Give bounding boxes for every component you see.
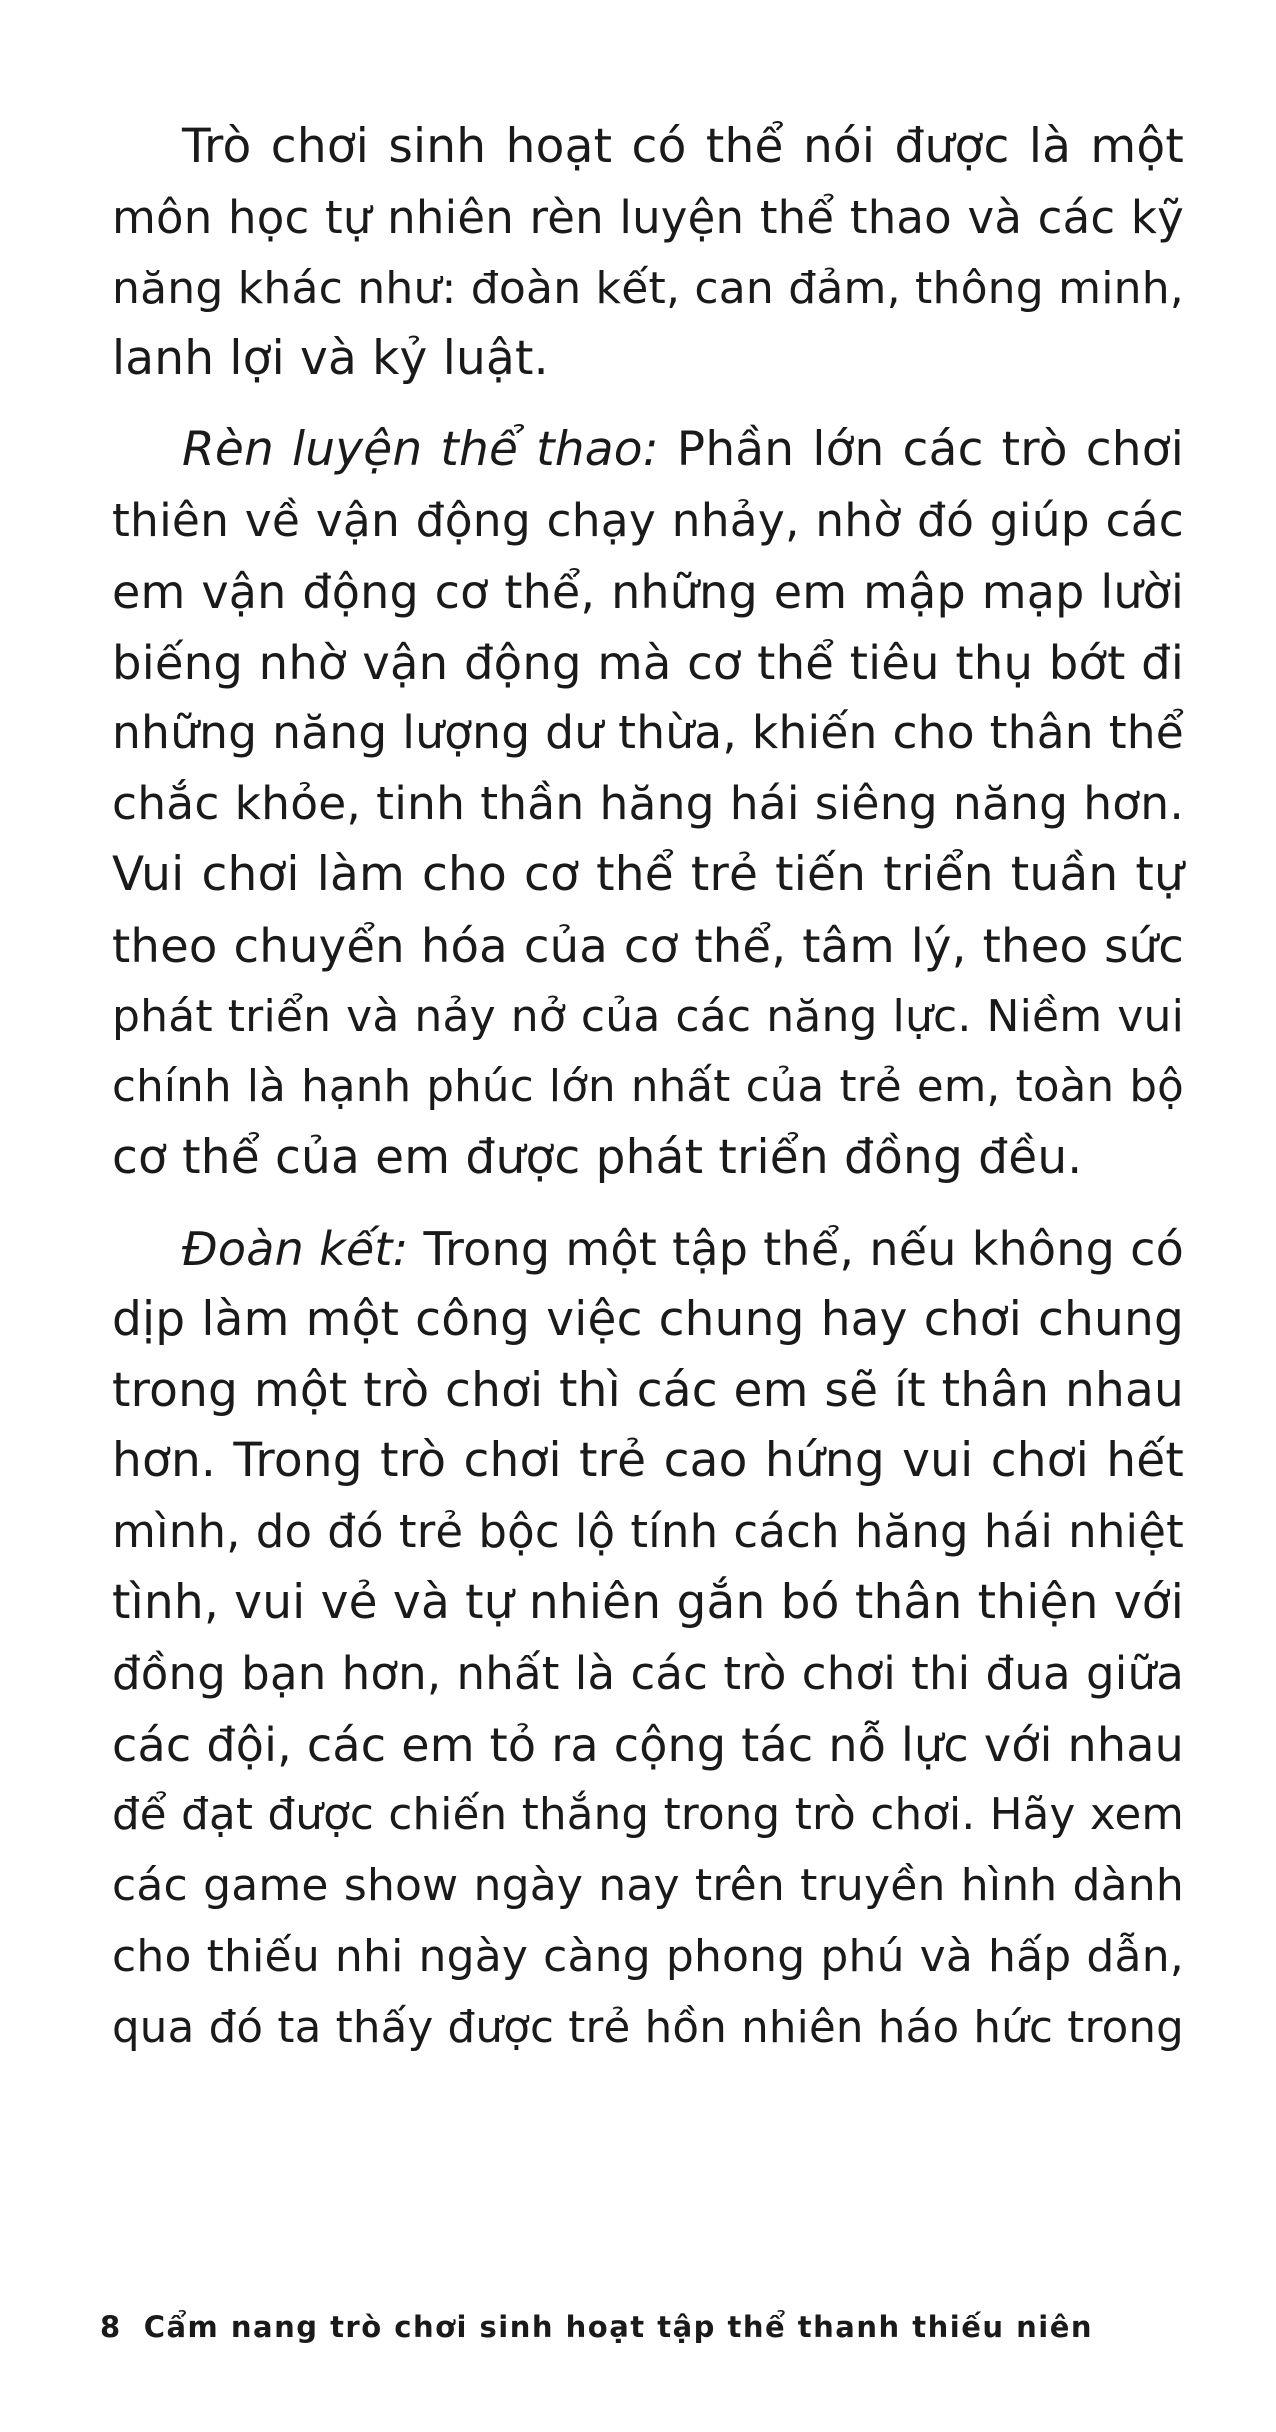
- text-line: đồng bạn hơn, nhất là các trò chơi thi đua giữa: [112, 1646, 1184, 1700]
- text-line: trong một trò chơi thì các em sẽ ít thân nhau: [112, 1362, 1184, 1418]
- text-line: [112, 1214, 1184, 1285]
- page-number: 8: [100, 2310, 122, 2344]
- text-line: để đạt được chiến thắng trong trò chơi. Hãy xem: [112, 1790, 1184, 1841]
- paragraph-physical-training: [112, 415, 1184, 1194]
- text-line: tình, vui vẻ và tự nhiên gắn bó thân thiện với: [112, 1574, 1184, 1630]
- text-line: dịp làm một công việc chung hay chơi chung: [112, 1291, 1184, 1347]
- paragraph-intro: [112, 112, 1184, 395]
- text-line: các đội, các em tỏ ra cộng tác nỗ lực với nhau: [112, 1717, 1184, 1772]
- running-title: Cẩm nang trò chơi sinh hoạt tập thể thanh thiếu niên: [143, 2310, 1094, 2344]
- text-line: mình, do đó trẻ bộc lộ tính cách hăng hái nhiệt: [112, 1505, 1184, 1559]
- text-line: theo chuyển hóa của cơ thể, tâm lý, theo sức: [112, 918, 1184, 973]
- text-line: cho thiếu nhi ngày càng phong phú và hấp dẫn,: [112, 1930, 1184, 1982]
- text-line: Vui chơi làm cho cơ thể trẻ tiến triển tuần tự: [112, 846, 1184, 902]
- paragraph-solidarity: [112, 1214, 1184, 2064]
- text-line: cơ thể của em được phát triển đồng đều.: [112, 1130, 1083, 1186]
- text-line: [112, 415, 1184, 486]
- page-footer: [100, 2310, 1100, 2344]
- text-line: chính là hạnh phúc lớn nhất của trẻ em, toàn bộ: [112, 1062, 1184, 1113]
- text-line: các game show ngày nay trên truyền hình dành: [112, 1860, 1184, 1912]
- text-line: phát triển và nảy nở của các năng lực. Niềm vui: [112, 990, 1184, 1042]
- text-line: biếng nhờ vận động mà cơ thể tiêu thụ bớt đi: [112, 635, 1184, 690]
- text-line: em vận động cơ thể, những em mập mạp lười: [112, 564, 1184, 619]
- body-text: [112, 112, 1184, 2084]
- text-line: lanh lợi và kỷ luật.: [112, 331, 549, 387]
- text-line: qua đó ta thấy được trẻ hồn nhiên háo hức trong: [112, 2002, 1184, 2053]
- paragraph-lead: Đoàn kết:: [182, 1221, 409, 1276]
- text-line-rest: Trong một tập thể, nếu không có: [408, 1221, 1184, 1276]
- text-line: chắc khỏe, tinh thần hăng hái siêng năng hơn.: [112, 777, 1184, 831]
- text-line: môn học tự nhiên rèn luyện thể thao và các kỹ: [112, 190, 1184, 244]
- text-line: Trò chơi sinh hoạt có thể nói được là một: [182, 119, 1184, 174]
- paragraph-lead: Rèn luyện thể thao:: [182, 422, 659, 478]
- text-line: thiên về vận động chạy nhảy, nhờ đó giúp các: [112, 493, 1184, 547]
- text-line: những năng lượng dư thừa, khiến cho thân thể: [112, 706, 1184, 760]
- text-line: hơn. Trong trò chơi trẻ cao hứng vui chơi hết: [112, 1433, 1184, 1489]
- text-line: năng khác như: đoàn kết, can đảm, thông minh,: [112, 262, 1184, 314]
- text-line-rest: Phần lớn các trò chơi: [658, 422, 1184, 478]
